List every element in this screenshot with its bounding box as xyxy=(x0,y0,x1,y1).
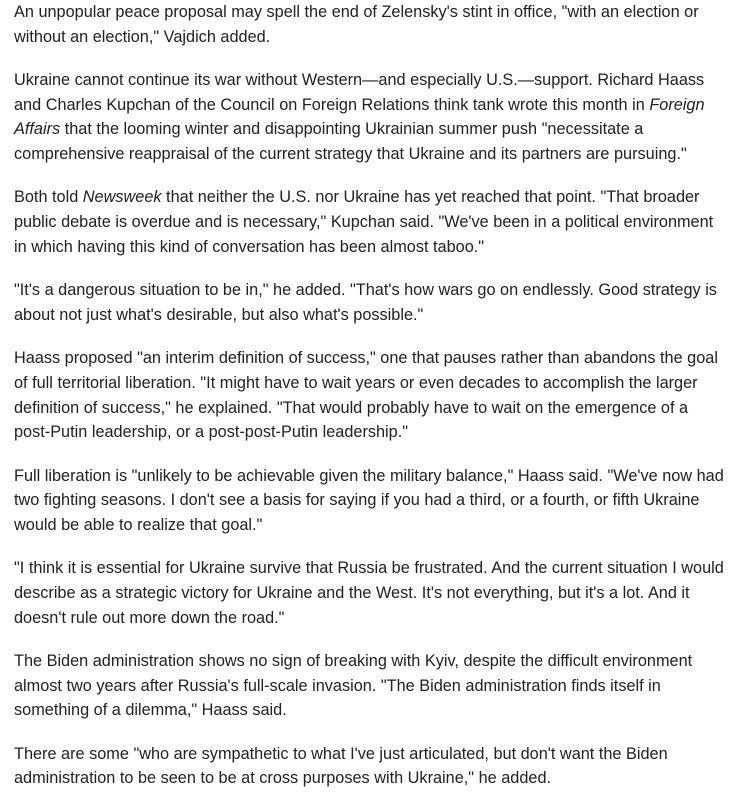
paragraph-public-debate xyxy=(14,185,726,259)
paragraph-strategic-victory: "I think it is essential for Ukraine survive that Russia be frustrated. And the current situation I would describe as a strategic victory for Ukraine and the West. It's not everything, but it's a lot. And it doesn't rule out more down the road." xyxy=(14,559,724,627)
paragraph-biden-dilemma: The Biden administration shows no sign of breaking with Kyiv, despite the difficult environment almost two years after Russia's full-scale invasion. "The Biden administration finds itself in something of a dilemma," Haass said. xyxy=(14,651,693,720)
paragraph-dangerous-situation: "It's a dangerous situation to be in," he added. "That's how wars go on endlessly. Good strategy is about not just what's desirable, but also what's possible." xyxy=(14,281,717,324)
paragraph-haass-kupchan-reappraisal xyxy=(14,68,726,167)
article-body xyxy=(14,0,726,810)
paragraph-text: Both told xyxy=(14,188,83,207)
paragraph-full-liberation: Full liberation is "unlikely to be achievable given the military balance," Haass said. "We've now had two fighting seasons. I don't see a basis for saying if you had a third, or a fourth, or fifth Ukraine would be able to realize that goal." xyxy=(14,466,724,534)
paragraph-text: that the looming winter and disappointing Ukrainian summer push "necessitate a comprehensive reappraisal of the current strategy that Ukraine and its partners are pursuing." xyxy=(14,120,687,164)
paragraph-interim-success: Haass proposed "an interim definition of success," one that pauses rather than abandons the goal of full territorial liberation. "It might have to wait years or even decades to accomplish the larger definition of success," he explained. "That would probably have to wait on the emergence of a post-Putin leadership, or a post-post-Putin leadership." xyxy=(14,349,718,442)
publication-name-newsweek: Newsweek xyxy=(82,188,162,207)
publication-name-foreign-affairs: Foreign Affairs xyxy=(14,95,705,139)
paragraph-cross-purposes: There are some "who are sympathetic to what I've just articulated, but don't want the Biden administration to be seen to be at cross purposes with Ukraine," he added. xyxy=(14,744,668,788)
paragraph-zelensky-election: An unpopular peace proposal may spell the end of Zelensky's stint in office, "with an election or without an election," Vajdich added. xyxy=(14,3,699,46)
paragraph-text: that neither the U.S. nor Ukraine has yet reached that point. "That broader public debate is overdue and is necessary," Kupchan said. "We've been in a political environment in which having this kind of conversation has been almost taboo." xyxy=(14,188,714,256)
paragraph-text: Ukraine cannot continue its war without Western—and especially U.S.—support. Richard Haass and Charles Kupchan of the Council on Foreign Relations think tank wrote this month in xyxy=(14,71,705,114)
